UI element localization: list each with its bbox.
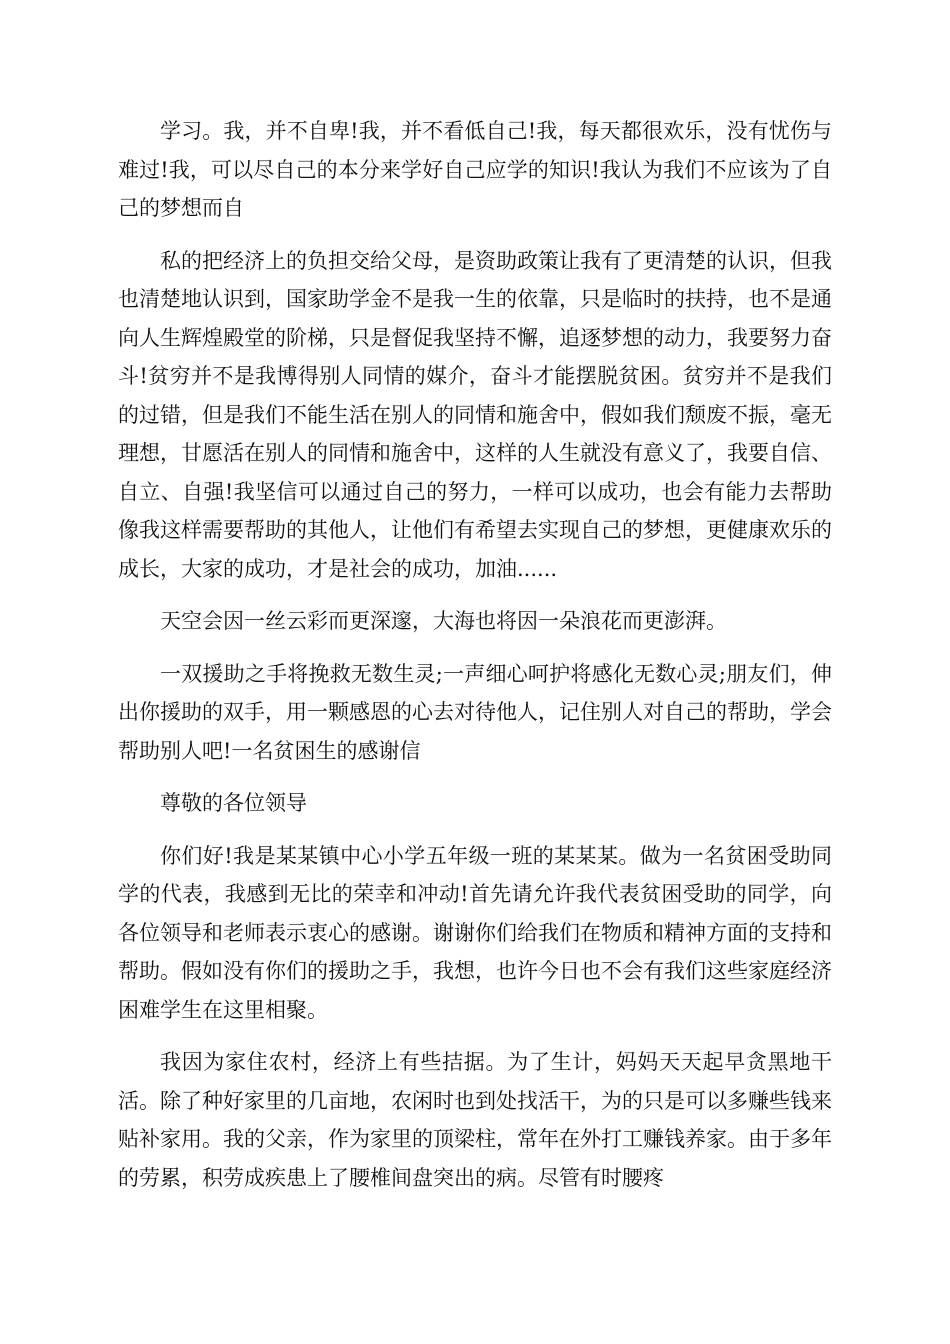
paragraph-7: 我因为家住农村，经济上有些拮据。为了生计，妈妈天天起早贪黑地干活。除了种好家里的几亩地，农闲时也到处找活干，为的只是可以多赚些钱来贴补家用。我的父亲，作为家里的顶梁柱，常年在外打工赚钱养家。由于多年的劳累，积劳成疾患上了腰椎间盘突出的病。尽管有时腰疼 bbox=[118, 1050, 832, 1190]
paragraph-2: 私的把经济上的负担交给父母，是资助政策让我有了更清楚的认识，但我也清楚地认识到，国家助学金不是我一生的依靠，只是临时的扶持，也不是通向人生辉煌殿堂的阶梯，只是督促我坚持不懈，追逐梦想的动力，我要努力奋斗!贫穷并不是我博得别人同情的媒介，奋斗才能摆脱贫困。贫穷并不是我们的过错，但是我们不能生活在别人的同情和施舍中，假如我们颓废不振，毫无理想，甘愿活在别人的同情和施舍中，这样的人生就没有意义了，我要自信、自立、自强!我坚信可以通过自己的努力，一样可以成功，也会有能力去帮助像我这样需要帮助的其他人，让他们有希望去实现自己的梦想，更健康欢乐的成长，大家的成功，才是社会的成功，加油...... bbox=[118, 248, 832, 581]
salutation: 尊敬的各位领导 bbox=[160, 791, 307, 815]
paragraph-6: 你们好!我是某某镇中心小学五年级一班的某某某。做为一名贫困受助同学的代表，我感到无比的荣幸和冲动!首先请允许我代表贫困受助的同学，向各位领导和老师表示衷心的感谢。谢谢你们给我们在物质和精神方面的支持和帮助。假如没有你们的援助之手，我想，也许今日也不会有我们这些家庭经济困难学生在这里相聚。 bbox=[118, 843, 832, 1022]
paragraph-4: 一双援助之手将挽救无数生灵;一声细心呵护将感化无数心灵;朋友们，伸出你援助的双手，用一颗感恩的心去对待他人，记住别人对自己的帮助，学会帮助别人吧!一名贫困生的感谢信 bbox=[118, 661, 832, 763]
paragraph-1: 学习。我，并不自卑!我，并不看低自己!我，每天都很欢乐，没有忧伤与难过!我，可以尽自己的本分来学好自己应学的知识!我认为我们不应该为了自己的梦想而自 bbox=[118, 119, 832, 220]
paragraph-3: 天空会因一丝云彩而更深邃，大海也将因一朵浪花而更澎湃。 bbox=[160, 609, 727, 633]
document-body bbox=[118, 112, 832, 1211]
